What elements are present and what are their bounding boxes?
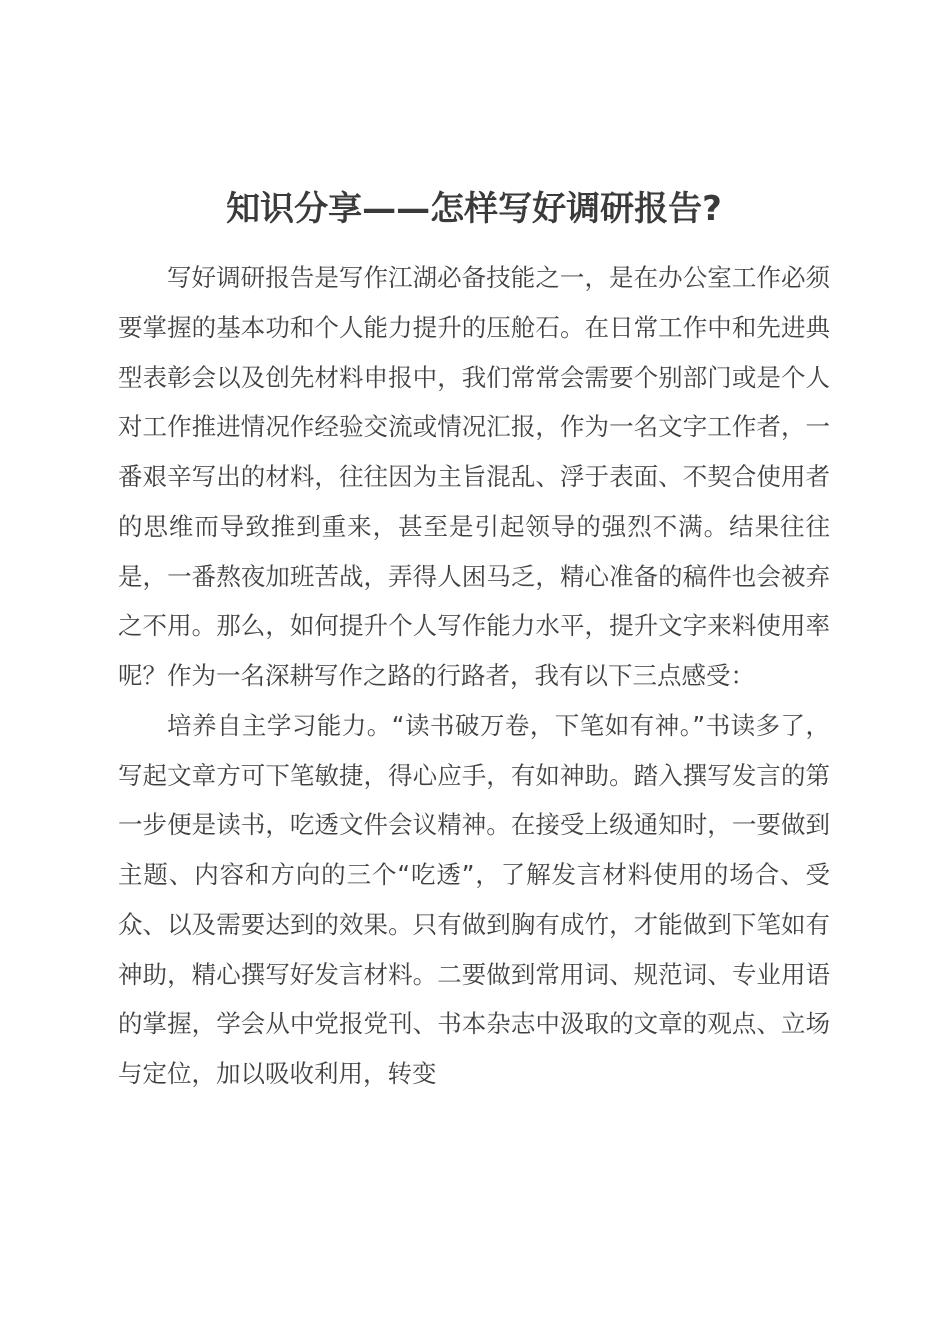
document-page bbox=[118, 0, 830, 1344]
document-body bbox=[118, 253, 830, 1099]
paragraph-intro: 写好调研报告是写作江湖必备技能之一，是在办公室工作必须要掌握的基本功和个人能力提升的压舱石。在日常工作中和先进典型表彰会以及创先材料申报中，我们常常会需要个别部门或是个人对工作推进情况作经验交流或情况汇报，作为一名文字工作者，一番艰辛写出的材料，往往因为主旨混乱、浮于表面、不契合使用者的思维而导致推到重来，甚至是引起领导的强烈不满。结果往往是，一番熬夜加班苦战，弄得人困马乏，精心准备的稿件也会被弃之不用。那么，如何提升个人写作能力水平，提升文字来料使用率呢？作为一名深耕写作之路的行路者，我有以下三点感受： bbox=[118, 263, 830, 690]
document-title: 知识分享——怎样写好调研报告? bbox=[226, 189, 722, 229]
paragraph-self-study: 培养自主学习能力。“读书破万卷，下笔如有神。”书读多了，写起文章方可下笔敏捷，得心应手，有如神助。踏入撰写发言的第一步便是读书，吃透文件会议精神。在接受上级通知时，一要做到主题、内容和方向的三个“吃透”，了解发言材料使用的场合、受众、以及需要达到的效果。只有做到胸有成竹，才能做到下笔如有神助，精心撰写好发言材料。二要做到常用词、规范词、专业用语的掌握，学会从中党报党刊、书本杂志中汲取的文章的观点、立场与定位，加以吸收利用，转变 bbox=[118, 710, 830, 1088]
